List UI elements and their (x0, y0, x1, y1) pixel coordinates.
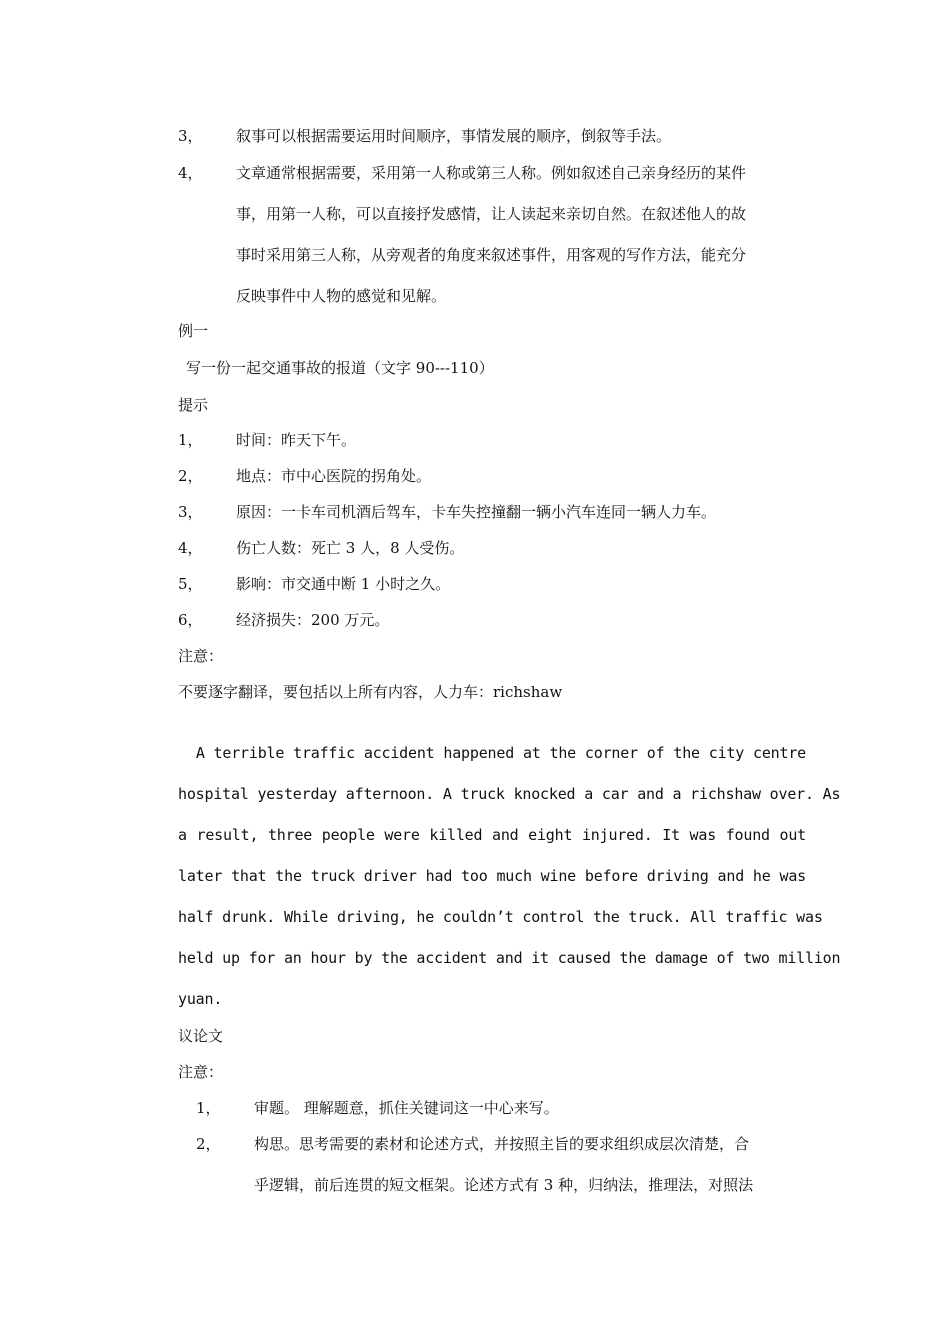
hint-1-number: 1， (178, 431, 203, 449)
argument-note-label: 注意： (178, 1063, 224, 1081)
example-task: 写一份一起交通事故的报道（文字 90---110） (186, 359, 494, 377)
argument-1-number: 1， (196, 1099, 221, 1117)
note-text: 不要逐字翻译，要包括以上所有内容，人力车：richshaw (178, 683, 563, 701)
hint-4-number: 4， (178, 539, 203, 557)
hint-label: 提示 (178, 396, 209, 414)
hint-2-text: 地点：市中心医院的拐角处。 (236, 467, 432, 485)
tip-3-text: 叙事可以根据需要运用时间顺序，事情发展的顺序，倒叙等手法。 (236, 127, 672, 145)
tip-4-line-2: 事，用第一人称，可以直接抒发感情，让人读起来亲切自然。在叙述他人的故 (236, 205, 747, 223)
tip-4-line-4: 反映事件中人物的感觉和见解。 (236, 287, 447, 305)
hint-4-text: 伤亡人数：死亡 3 人，8 人受伤。 (236, 539, 465, 557)
hint-6-text: 经济损失：200 万元。 (236, 611, 390, 629)
example-heading: 例一 (178, 322, 209, 340)
answer-line-5: half drunk. While driving, he couldn’t control the truck. All traffic was (178, 908, 823, 926)
answer-line-4: later that the truck driver had too much wine before driving and he was (178, 867, 806, 885)
argument-2-line-2: 乎逻辑，前后连贯的短文框架。论述方式有 3 种，归纳法，推理法，对照法 (254, 1176, 754, 1194)
answer-line-6: held up for an hour by the accident and it caused the damage of two million (178, 949, 841, 967)
argument-heading: 议论文 (178, 1027, 224, 1045)
note-label: 注意： (178, 647, 224, 665)
tip-4-number: 4， (178, 164, 203, 182)
hint-1-text: 时间：昨天下午。 (236, 431, 357, 449)
answer-line-3: a result, three people were killed and eight injured. It was found out (178, 826, 806, 844)
tip-4-line-1: 文章通常根据需要，采用第一人称或第三人称。例如叙述自己亲身经历的某件 (236, 164, 747, 182)
answer-line-1: A terrible traffic accident happened at the corner of the city centre (178, 744, 806, 762)
hint-3-number: 3， (178, 503, 203, 521)
hint-3-text: 原因：一卡车司机酒后驾车，卡车失控撞翻一辆小汽车连同一辆人力车。 (236, 503, 717, 521)
hint-5-number: 5， (178, 575, 203, 593)
hint-5-text: 影响：市交通中断 1 小时之久。 (236, 575, 451, 593)
tip-3-number: 3， (178, 127, 203, 145)
tip-4-line-3: 事时采用第三人称，从旁观者的角度来叙述事件，用客观的写作方法，能充分 (236, 246, 747, 264)
answer-line-7: yuan. (178, 990, 223, 1008)
hint-6-number: 6， (178, 611, 203, 629)
answer-line-2: hospital yesterday afternoon. A truck knocked a car and a richshaw over. As (178, 785, 841, 803)
argument-2-line-1: 构思。思考需要的素材和论述方式，并按照主旨的要求组织成层次清楚，合 (254, 1135, 750, 1153)
argument-1-text: 审题。 理解题意，抓住关键词这一中心来写。 (254, 1099, 559, 1117)
hint-2-number: 2， (178, 467, 203, 485)
argument-2-number: 2， (196, 1135, 221, 1153)
